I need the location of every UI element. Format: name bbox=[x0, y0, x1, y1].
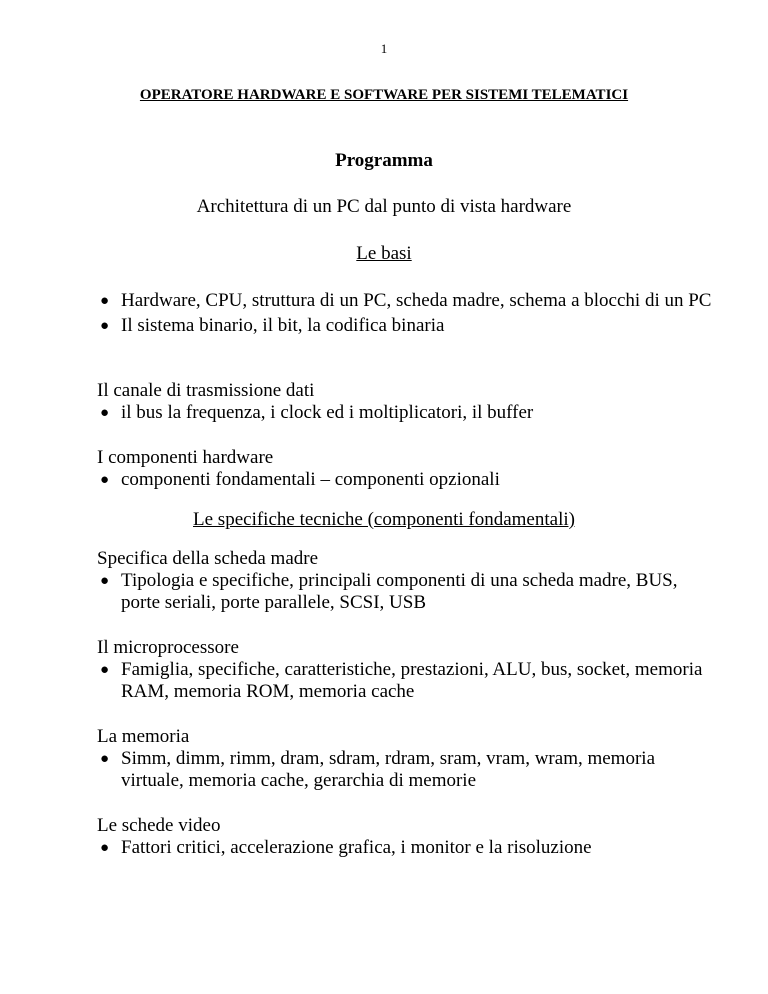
list-item-text: Simm, dimm, rimm, dram, sdram, rdram, sram, vram, wram, memoria virtuale, memoria cache, gerarchia di memorie bbox=[121, 748, 656, 791]
page-number: 1 bbox=[380, 41, 388, 56]
list-item bbox=[97, 659, 717, 703]
memory-bullet-list bbox=[97, 748, 717, 792]
bullet-dot-icon: ● bbox=[100, 318, 110, 334]
list-item bbox=[97, 402, 717, 424]
hardware-components-block bbox=[97, 447, 717, 491]
bullet-dot-icon: ● bbox=[100, 840, 110, 856]
program-subtitle: Architettura di un PC dal punto di vista hardware bbox=[196, 196, 572, 217]
bullet-dot-icon: ● bbox=[100, 573, 110, 589]
microprocessor-block bbox=[97, 637, 717, 703]
bullet-dot-icon: ● bbox=[100, 472, 110, 488]
hardware-components-bullet-list bbox=[97, 469, 717, 491]
basics-bullet-list bbox=[97, 290, 717, 337]
video-cards-bullet-list bbox=[97, 837, 717, 859]
section-heading-specs: Le specifiche tecniche (componenti fondamentali) bbox=[193, 509, 575, 530]
memory-heading: La memoria bbox=[97, 726, 190, 747]
hardware-components-heading: I componenti hardware bbox=[97, 447, 274, 468]
list-item bbox=[97, 290, 717, 312]
list-item bbox=[97, 570, 717, 614]
list-item-text: Il sistema binario, il bit, la codifica binaria bbox=[121, 315, 445, 336]
bullet-dot-icon: ● bbox=[100, 405, 110, 421]
bullet-dot-icon: ● bbox=[100, 293, 110, 309]
memory-block bbox=[97, 726, 717, 792]
list-item-text: componenti fondamentali – componenti opzionali bbox=[121, 469, 500, 490]
list-item-text: Famiglia, specifiche, caratteristiche, prestazioni, ALU, bus, socket, memoria RAM, memoria ROM, memoria cache bbox=[121, 659, 703, 702]
microprocessor-heading: Il microprocessore bbox=[97, 637, 239, 658]
basics-list-block bbox=[97, 290, 717, 337]
list-item bbox=[97, 837, 717, 859]
list-item bbox=[97, 315, 717, 337]
list-item bbox=[97, 748, 717, 792]
video-cards-block bbox=[97, 815, 717, 859]
microprocessor-bullet-list bbox=[97, 659, 717, 703]
motherboard-block bbox=[97, 548, 717, 614]
bullet-dot-icon: ● bbox=[100, 662, 110, 678]
section-heading-basics: Le basi bbox=[356, 243, 412, 264]
list-item-text: Hardware, CPU, struttura di un PC, scheda madre, schema a blocchi di un PC bbox=[121, 290, 712, 311]
document-title: OPERATORE HARDWARE E SOFTWARE PER SISTEMI TELEMATICI bbox=[139, 87, 629, 103]
motherboard-bullet-list bbox=[97, 570, 717, 614]
list-item-text: il bus la frequenza, i clock ed i moltiplicatori, il buffer bbox=[121, 402, 534, 423]
data-channel-block bbox=[97, 380, 717, 424]
motherboard-heading: Specifica della scheda madre bbox=[97, 548, 319, 569]
data-channel-heading: Il canale di trasmissione dati bbox=[97, 380, 315, 401]
list-item-text: Fattori critici, accelerazione grafica, i monitor e la risoluzione bbox=[121, 837, 592, 858]
video-cards-heading: Le schede video bbox=[97, 815, 221, 836]
list-item-text: Tipologia e specifiche, principali componenti di una scheda madre, BUS, porte seriali, porte parallele, SCSI, USB bbox=[121, 570, 678, 613]
data-channel-bullet-list bbox=[97, 402, 717, 424]
bullet-dot-icon: ● bbox=[100, 751, 110, 767]
program-title: Programma bbox=[335, 150, 433, 171]
list-item bbox=[97, 469, 717, 491]
